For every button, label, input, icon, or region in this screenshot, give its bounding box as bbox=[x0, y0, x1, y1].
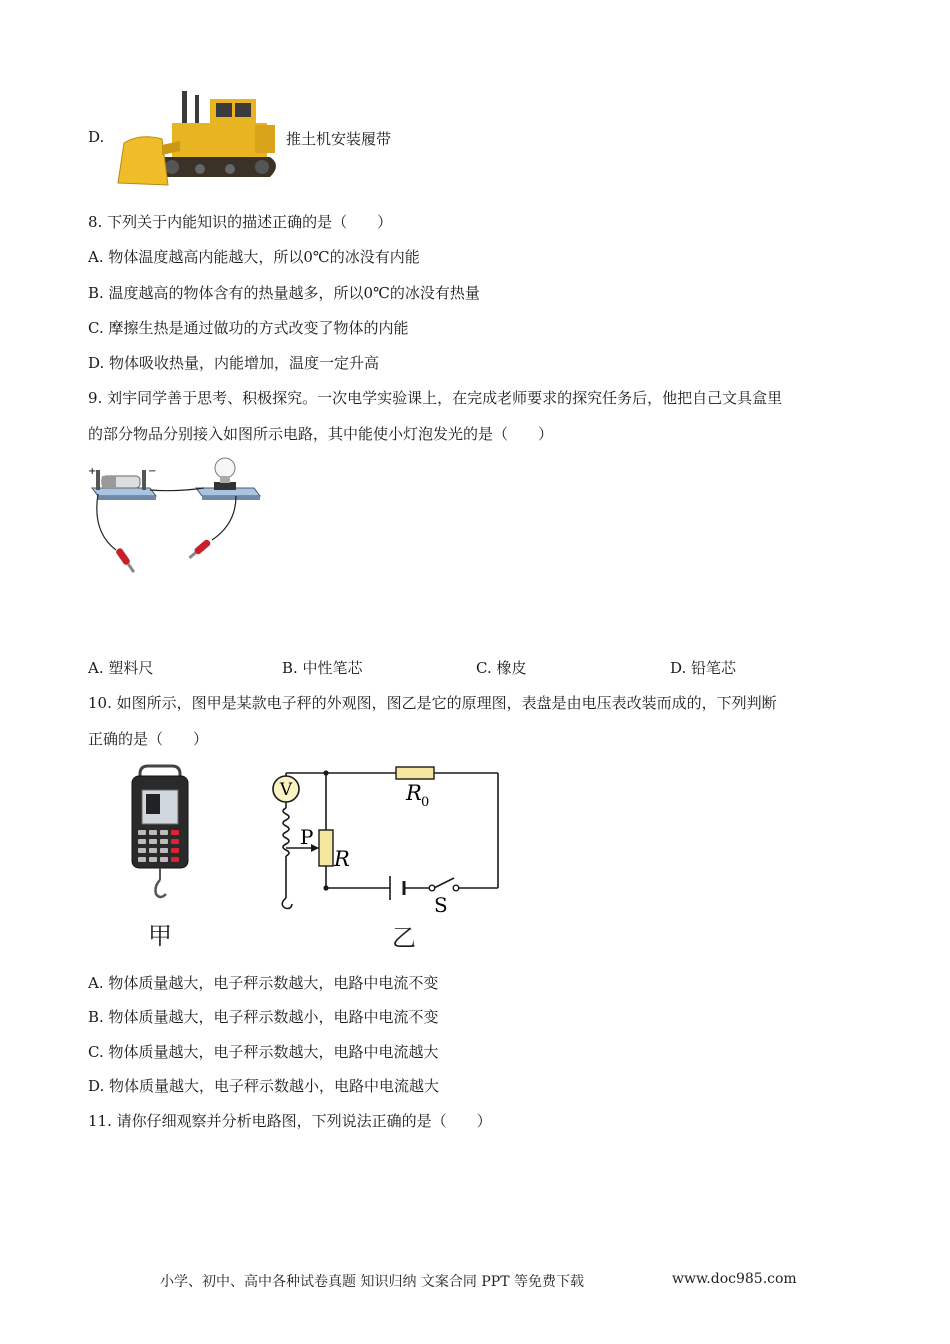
q9-option-a: A. 塑料尺 bbox=[88, 659, 154, 677]
figure-label-yi: 乙 bbox=[392, 924, 416, 952]
q10-circuit-diagram bbox=[268, 762, 508, 914]
q10-stem-line2: 正确的是（ ） bbox=[88, 730, 209, 748]
q9-option-c: C. 橡皮 bbox=[476, 659, 527, 677]
q7-option-d-text: 推土机安装履带 bbox=[286, 130, 392, 148]
resistor-r0-label: R bbox=[406, 781, 422, 805]
electronic-scale-image bbox=[128, 764, 192, 906]
q10-option-a: A. 物体质量越大，电子秤示数越大，电路中电流不变 bbox=[88, 974, 439, 992]
figure-label-jia: 甲 bbox=[148, 922, 172, 950]
footer-text: 小学、初中、高中各种试卷真题 知识归纳 文案合同 PPT 等免费下载 bbox=[160, 1274, 584, 1290]
q9-circuit-figure bbox=[86, 452, 266, 582]
q9-stem-line2: 的部分物品分别接入如图所示电路，其中能使小灯泡发光的是（ ） bbox=[88, 425, 554, 443]
resistor-r0-subscript: 0 bbox=[421, 795, 430, 810]
q8-option-b: B. 温度越高的物体含有的热量越多，所以0℃的冰没有热量 bbox=[88, 284, 480, 302]
slider-p-label: P bbox=[300, 825, 314, 849]
footer-url[interactable]: www.doc985.com bbox=[672, 1271, 797, 1287]
q8-option-a: A. 物体温度越高内能越大，所以0℃的冰没有内能 bbox=[88, 248, 420, 266]
q10-option-b: B. 物体质量越大，电子秤示数越小，电路中电流不变 bbox=[88, 1008, 439, 1026]
voltmeter-label: V bbox=[279, 780, 293, 800]
q9-stem-line1: 9. 刘宇同学善于思考、积极探究。一次电学实验课上，在完成老师要求的探究任务后，他把自己文具盒里 bbox=[88, 389, 783, 407]
q9-option-d: D. 铅笔芯 bbox=[670, 659, 737, 677]
plus-sign: + bbox=[88, 466, 97, 477]
minus-sign: − bbox=[148, 466, 157, 477]
q8-option-d: D. 物体吸收热量，内能增加，温度一定升高 bbox=[88, 354, 380, 372]
bulldozer-image bbox=[110, 85, 285, 190]
q7-option-d-letter: D. bbox=[88, 128, 105, 146]
q8-stem: 8. 下列关于内能知识的描述正确的是（ ） bbox=[88, 213, 393, 231]
q9-option-b: B. 中性笔芯 bbox=[282, 659, 363, 677]
switch-s-label: S bbox=[434, 893, 448, 914]
q11-stem: 11. 请你仔细观察并分析电路图，下列说法正确的是（ ） bbox=[88, 1112, 492, 1130]
q8-option-c: C. 摩擦生热是通过做功的方式改变了物体的内能 bbox=[88, 319, 409, 337]
q10-stem-line1: 10. 如图所示，图甲是某款电子秤的外观图，图乙是它的原理图，表盘是由电压表改装而成的，下列判断 bbox=[88, 694, 777, 712]
q10-option-d: D. 物体质量越大，电子秤示数越小，电路中电流越大 bbox=[88, 1077, 440, 1095]
q10-option-c: C. 物体质量越大，电子秤示数越大，电路中电流越大 bbox=[88, 1043, 439, 1061]
resistor-r-label: R bbox=[334, 847, 350, 871]
